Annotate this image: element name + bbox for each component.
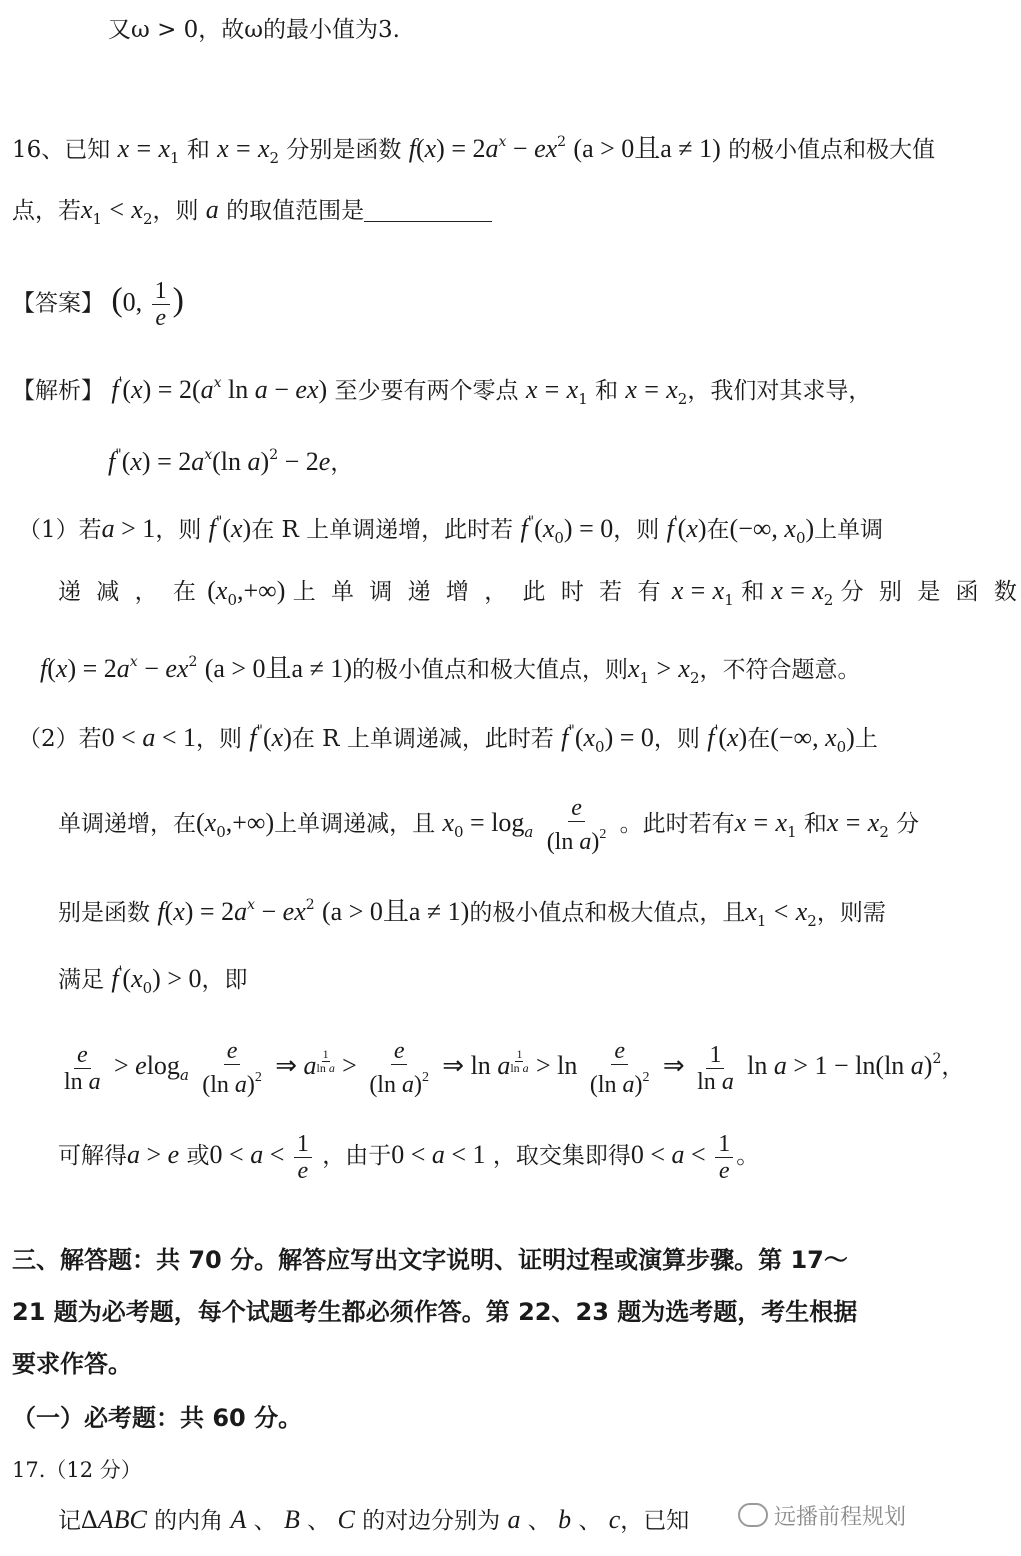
q17-line1: 记ΔABC 的内角 A 、 B 、 C 的对边分别为 a 、 b 、 c，已知 [58,1505,690,1534]
answer-blank [364,197,492,222]
watermark: 远播前程规划 [738,1500,906,1531]
answer-line: 【答案】 (0, $\frac{1}{e}$ ) [12,278,184,331]
analysis-line1: 【解析】 $f'(x) = 2(a^x$ ln a − ex) 至少要有两个零点 $x = x_1$ 和 $x = x_2$，我们对其求导， [12,375,872,408]
case2-line3: 别是函数 $f(x) = 2a^x - ex^2$ (a > 0且a ≠ 1)的极小值点和极大值点，且$x_1 < x_2$，则需 [58,897,886,930]
q16-line1: 16、已知 $x = x_1$ 和 $x = x_2$ 分别是函数 $f(x) = 2a^x - ex^2$ (a > 0且a ≠ 1) 的极小值点和极大值 [12,134,936,167]
section3-line3: 要求作答。 [12,1350,132,1378]
section3-line1: 三、解答题：共 70 分。解答应写出文字说明、证明过程或演算步骤。第 17～ [12,1246,848,1274]
case1-line3: $f(x) = 2a^x - ex^2$ (a > 0且a ≠ 1)的极小值点和极大值点，则$x_1 > x_2$，不符合题意。 [40,654,861,687]
section3-line2: 21 题为必考题，每个试题考生都必须作答。第 22、23 题为选考题，考生根据 [12,1298,858,1326]
prev-answer-line: 又ω > 0，故ω的最小值为3. [108,17,400,43]
case2-line2: 单调递增，在$(x_0,+\infty)$上单调递减，且 $x_0 = \log_a$ $\frac{e}{(\ln a)^2}$ 。此时若有$x = x_1$ 和$x = x_2$ 分 [58,795,920,855]
analysis-second-derivative: $f^"(x) = 2a^x(\ln$ a)$^2$ − 2e， [108,447,354,476]
case1-line2: 递 减 ， 在 $(x_0,+\infty)$ 上 单 调 递 增 ， 此 时 若 有 $x = x_1$ 和 $x = x_2$ 分 别 是 函 数 [58,576,1021,609]
case2-conclusion: 可解得a > e 或0 < a < $\frac{1}{e}$ ，由于0 < a < 1 ，取交集即得0 < a < $\frac{1}{e}$ 。 [58,1130,760,1184]
wechat-icon [738,1503,768,1527]
case2-inequality-chain: $\frac{e}{\text{ln a}}$ > elog$_a$ $\frac{e}{(\ln a)^2}$ ⇒ a $\frac{1}{\text{ln a}}$ > $\frac{e}{(\ln a)^2}$ ⇒ ln a $\frac{1}{\text{ln a}}$ > ln $\frac{e}{(\ln a)^2}$ ⇒ $\frac{1}{\text{ln a}}$ ln a > 1 − ln(ln a)$^2$， [64,1038,965,1098]
q17-heading: 17.（12 分） [12,1458,142,1482]
section3-subheading: （一）必考题：共 60 分。 [12,1404,303,1432]
q16-line2: 点，若$x_1 < x_2$，则 a 的取值范围是 [12,195,492,234]
case2-line1: （2）若0 < a < 1，则 f"(x)在 R 上单调递减，此时若 $f^"(x_0) = 0$，则 f'(x)在(−∞, $x_0$)上 [18,723,878,756]
case1-line1: （1）若a > 1，则 f"(x)在 R 上单调递增，此时若 $f^"(x_0) = 0$，则 f'(x)在(−∞, $x_0$)上单调 [18,514,884,547]
case2-line4: 满足 $f'(x_0) > 0$，即 [58,964,248,997]
